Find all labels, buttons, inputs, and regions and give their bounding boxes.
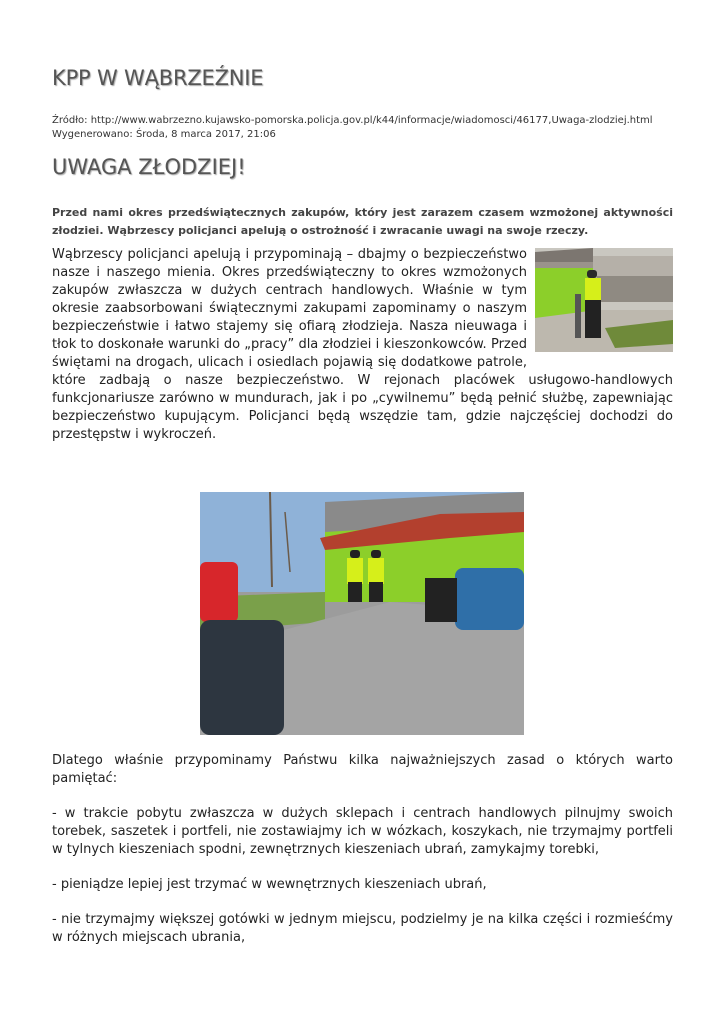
generated-line: Wygenerowano: Środa, 8 marca 2017, 21:06 (52, 129, 276, 140)
article-body-text: Wąbrzescy policjanci apelują i przypominają – dbajmy o bezpieczeństwo nasze i naszego mienia. Okres przedświąteczny to okres wzmożonych zakupów zwłaszcza w dużych centrach handlowych. Właśnie w tym okresie zaabsorbowani świątecznymi zakupami zapominamy o naszym bezpieczeństwie i łatwo stajemy się ofiarą złodzieja. Nasza nieuwaga i tłok to doskonałe warunki do „pracy” dla złodziei i kieszonkowców. Przed świętami na drogach, ulicach i osiedlach pojawią się dodatkowe patrole, które zadbają o nasze bezpieczeństwo. W rejonach placówek usługowo-handlowych funkcjonariusze zarówno w mundurach, jak i po „cywilnemu” będą pełnić służbę, zapewniając bezpieczeństwo kupującym. Policjanci będą wszędzie tam, gdzie najczęściej dochodzi do przestępstw i wykroczeń. (52, 247, 673, 442)
article-continuation (52, 752, 673, 964)
article-lead: Przed nami okres przedświątecznych zakupów, który jest zarazem czasem wzmożonej aktywności złodziei. Wąbrzescy policjanci apelują o ostrożność i zwracanie uwagi na swoje rzeczy. (52, 206, 673, 237)
police-patrol-photo (535, 248, 673, 352)
tip-paragraph: - w trakcie pobytu zwłaszcza w dużych sklepach i centrach handlowych pilnujmy swoich torebek, saszetek i portfeli, nie zostawiajmy ich w wózkach, koszykach, nie trzymajmy portfeli w tylnych kieszeniach spodni, zewnętrznych kieszeniach ubrań, zamykajmy torebki, (52, 806, 673, 857)
source-line: Źródło: http://www.wabrzezno.kujawsko-pomorska.policja.gov.pl/k44/informacje/wiadomosci/46177,Uwaga-zlodziej.html (52, 115, 653, 126)
store-parking-photo (200, 492, 524, 735)
site-title: KPP W WĄBRZEŹNIE (52, 66, 264, 90)
article-title: UWAGA ZŁODZIEJ! (52, 155, 246, 179)
meta-info (52, 114, 653, 142)
article-body (52, 246, 673, 444)
tip-paragraph: - pieniądze lepiej jest trzymać w wewnętrznych kieszeniach ubrań, (52, 877, 487, 892)
tip-paragraph: - nie trzymajmy większej gotówki w jednym miejscu, podzielmy je na kilka części i rozmieśćmy w różnych miejscach ubrania, (52, 912, 673, 945)
intro-paragraph: Dlatego właśnie przypominamy Państwu kilka najważniejszych zasad o których warto pamiętać: (52, 753, 673, 786)
